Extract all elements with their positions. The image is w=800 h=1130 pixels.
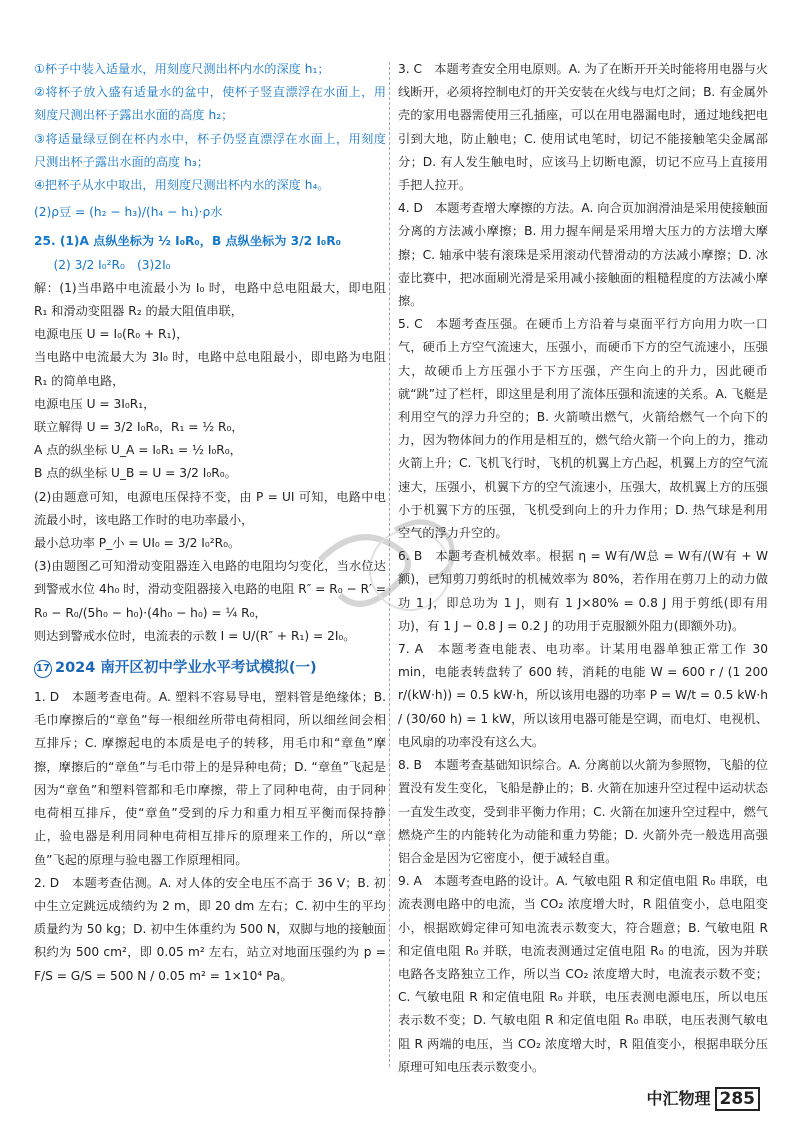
solution-line: 解：(1)当串路中电流最小为 I₀ 时，电路中总电阻最大，即电阻 R₁ 和滑动变阻器 R₂ 的最大阻值串联，: [34, 280, 386, 319]
answer-item: 9. A 本题考查电路的设计。A. 气敏电阻 R 和定值电阻 R₀ 串联，电流表测电路中的电流，当 CO₂ 浓度增大时，R 阻值变小，总电阻变小，根据欧姆定律可知电流表示数变大，符合题意；B. 气敏电阻 R 和定值电阻 R₀ 并联，电流表测通过定值电阻 R₀ 的电流，因为并联电路各支路独立工作，所以当 CO₂ 浓度增大时，电流表示数不变；C. 气敏电阻 R 和定值电阻 R₀ 并联，电压表测电源电压，所以电压表示数不变；D. 气敏电阻 R 和定值电阻 R₀ 串联，电压表测气敏电阻 R 两端的电压，当 CO₂ 浓度增大时，R 阻值变小，根据串联分压原理可知电压表示数变小。: [398, 874, 768, 1074]
right-column: [398, 58, 768, 1079]
page-number: 285: [715, 1087, 761, 1111]
solution-line: 当电路中电流最大为 3I₀ 时，电路中总电阻最小，即电路为电阻 R₁ 的简单电路，: [34, 350, 386, 388]
q24-step-2: ②将杯子放入盛有适量水的盆中，使杯子竖直漂浮在水面上，用刻度尺测出杯子露出水面的高度 h₂；: [34, 85, 386, 123]
answer-item: 4. D 本题考查增大摩擦的方法。A. 向合页加润滑油是采用使接触面分离的方法减小摩擦；B. 用力握车闸是采用增大压力的方法增大摩擦；C. 轴承中装有滚珠是采用滚动代替滑动的方法减小摩擦；D. 冰壶比赛中，把冰面刷光滑是采用减小接触面的粗糙程度的方法减小摩擦。: [398, 201, 768, 309]
q24-step-3: ③将适量绿豆倒在杯内水中，杯子仍竖直漂浮在水面上，用刻度尺测出杯子露出水面的高度 h₃；: [34, 131, 386, 169]
solution-line: B 点的纵坐标 U_B = U = 3/2 I₀R₀。: [34, 466, 237, 481]
solution-line: (2)由题意可知，电源电压保持不变，由 P = UI 可知，电路中电流最小时，该电路工作时的电功率最小，: [34, 489, 386, 527]
solution-line: A 点的纵坐标 U_A = I₀R₁ = ½ I₀R₀，: [34, 443, 242, 458]
q24-step-1: ①杯子中装入适量水，用刻度尺测出杯内水的深度 h₁；: [34, 62, 330, 76]
q24-formula: (2)ρ豆 = (h₂ − h₃)/(h₄ − h₁)·ρ水: [34, 205, 223, 220]
section-number-badge: 17: [34, 660, 52, 678]
solution-line: 则达到警戒水位时，电流表的示数 I = U/(R″ + R₁) = 2I₀。: [34, 628, 356, 643]
section-title: 2024 南开区初中学业水平考试模拟(一): [55, 660, 317, 677]
answer-item: 3. C 本题考查安全用电原则。A. 为了在断开开关时能将用电器与火线断开，必须将控制电灯的开关安装在火线与电灯之间；B. 有金属外壳的家用电器需使用三孔插座，可以在用电器漏电时，通过地线把电引到大地，防止触电；C. 使用试电笔时，切记不能接触笔尖金属部分；D. 有人发生触电时，应该马上切断电源，切记不应马上直接用手把人拉开。: [398, 62, 768, 193]
answer-item: 8. B 本题考查基础知识综合。A. 分离前以火箭为参照物，飞船的位置没有发生变化，飞船是静止的；B. 火箭在加速升空过程中运动状态一直发生改变，受到非平衡力作用；C. 火箭在加速升空过程中，燃气燃烧产生的内能转化为动能和重力势能；D. 火箭外壳一般选用高强铝合金是因为它密度小，便于减轻自重。: [398, 758, 768, 865]
solution-line: 最小总功率 P_小 = UI₀ = 3/2 I₀²R₀。: [34, 536, 241, 551]
section-heading: [34, 656, 386, 680]
solution-line: 联立解得 U = 3/2 I₀R₀，R₁ = ½ R₀，: [34, 420, 244, 435]
q25-answer-1: 25. (1)A 点纵坐标为 ½ I₀R₀，B 点纵坐标为 3/2 I₀R₀: [34, 234, 341, 249]
q24-step-4: ④把杯子从水中取出，用刻度尺测出杯内水的深度 h₄。: [34, 178, 330, 193]
answer-item: 2. D 本题考查估测。A. 对人体的安全电压不高于 36 V；B. 初中生立定跳远成绩约为 2 m，即 20 dm 左右；C. 初中生的平均质量约为 50 kg；D. 初中生体重约为 500 N，双脚与地的接触面积约为 500 cm²，即 0.05 m² 左右，站立对地面压强约为 p = F/S = G/S = 500 N / 0.05 m² = 1×10⁴ Pa。: [34, 875, 386, 983]
solution-line: (3)由题图乙可知滑动变阻器连入电路的电阻均匀变化，当水位达到警戒水位 4h₀ 时，滑动变阻器接入电路的电阻 R″ = R₀ − R′ = R₀ − R₀/(5h₀ − h₀)·(4h₀ − h₀) = ¼ R₀，: [34, 559, 386, 620]
answer-item: 1. D 本题考查电荷。A. 塑料不容易导电，塑料管是绝缘体；B. 毛巾摩擦后的“章鱼”每一根细丝所带电荷相同，所以细丝间会相互排斥；C. 摩擦起电的本质是电子的转移，用毛巾和“章鱼”摩擦，摩擦后的“章鱼”与毛巾带上的是异种电荷；D. “章鱼”飞起是因为“章鱼”和塑料管都和毛巾摩擦，带上了同种电荷，由于同种电荷相互排斥，使“章鱼”受到的斥力和重力相互平衡而保持静止，验电器是利用同种电荷相互排斥的原理来工作的，所以“章鱼”飞起的原理与验电器工作原理相同。: [34, 690, 386, 867]
solution-line: 电源电压 U = I₀(R₀ + R₁)，: [34, 327, 189, 342]
answer-item: 7. A 本题考查电能表、电功率。计某用电器单独正常工作 30 min，电能表转盘转了 600 转，消耗的电能 W = 600 r / (1 200 r/(kW·h)) = 0.5 kW·h，所以该用电器的功率 P = W/t = 0.5 kW·h / (30/60 h) = 1 kW，所以该用电器可能是空调，而电灯、电视机、电风扇的功率没有这么大。: [398, 642, 768, 749]
answer-item: 6. B 本题考查机械效率。根据 η = W有/W总 = W有/(W有 + W额)，已知剪刀剪纸时的机械效率为 80%，若作用在剪刀上的动力做功 1 J，即总功为 1 J，则有 1 J×80% = 0.8 J 用于剪纸(即有用功)，有 1 J − 0.8 J = 0.2 J 的功用于克服额外阻力(即额外功)。: [398, 549, 768, 633]
q25-answer-2: (2) 3/2 I₀²R₀ (3)2I₀: [53, 257, 171, 272]
page-footer: [646, 1086, 760, 1109]
solution-line: 电源电压 U = 3I₀R₁，: [34, 396, 156, 411]
footer-brand: 中汇物理: [646, 1089, 711, 1108]
left-column: [34, 58, 386, 988]
answer-item: 5. C 本题考查压强。在硬币上方沿着与桌面平行方向用力吹一口气，硬币上方空气流速大，压强小，而硬币下方的空气流速小，压强大，故硬币上方压强小于下方压强，产生向上的升力，因此硬币就“跳”过了栏杆，即这里是利用了流体压强和流速的关系。A. 飞艇是利用空气的浮力升空的；B. 火箭喷出燃气，火箭给燃气一个向下的力，因为物体间力的作用是相互的，燃气给火箭一个向上的力，推动火箭上升；C. 飞机飞行时，飞机的机翼上方凸起，机翼上方的空气流速大，压强小，机翼下方的空气流速小，压强大，故机翼上方的压强小于机翼下方的压强，飞机受到向上的升力作用；D. 热气球是利用空气的浮力升空的。: [398, 317, 768, 541]
